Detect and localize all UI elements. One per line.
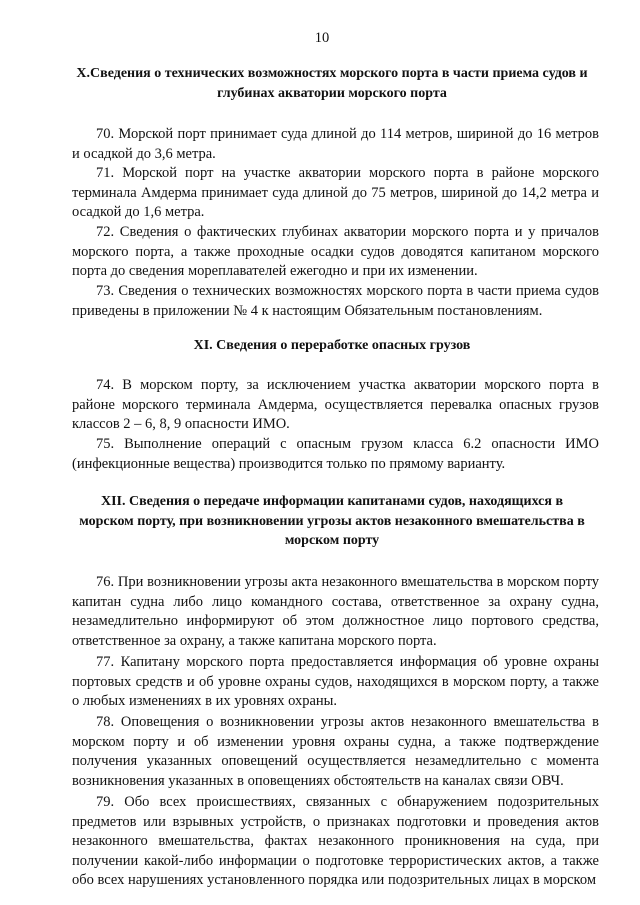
- paragraph-text: Морской порт на участке акватории морского порта в районе морского терминала Амдерма принимает суда длиной до 75 метров, шириной до 14,2 метра и осадкой до 1,6 метра.: [72, 165, 600, 220]
- paragraph-79: [72, 793, 599, 891]
- paragraph-number: 70.: [96, 126, 115, 142]
- paragraph-text: Капитану морского порта предоставляется информация об уровне охраны портовых средств и об уровне охраны судов, находящихся в морском порту, а также о любых изменениях в их уровнях охраны.: [72, 654, 599, 709]
- paragraph-number: 73.: [96, 283, 115, 299]
- paragraph-number: 77.: [96, 654, 115, 670]
- paragraph-text: В морском порту, за исключением участка акватории морского порта в районе морского терминала Амдерма, осуществляется перевалка опасных грузов классов 2 – 6, 8, 9 опасности ИМО.: [72, 377, 600, 432]
- paragraph-70: [72, 125, 599, 164]
- paragraph-77: [72, 653, 599, 712]
- paragraph-number: 72.: [96, 224, 115, 240]
- paragraph-text: Обо всех происшествиях, связанных с обнаружением подозрительных предметов или взрывных устройств, о признаках подготовки и проведения актов незаконного вмешательства, фактах незаконного проникновения на суда, при получении какой-либо информации о подготовке террористических актов, а также обо всех нарушениях установленного порядка или подозрительных лицах в морском: [72, 794, 599, 888]
- section-xii-heading: XII. Сведения о передаче информации капитанами судов, находящихся в морском порту, при возникновении угрозы актов незаконного вмешательства в морском порту: [79, 494, 585, 548]
- paragraph-72: [72, 223, 599, 282]
- paragraph-76: [72, 573, 599, 651]
- paragraph-71: [72, 164, 599, 223]
- paragraph-number: 79.: [96, 794, 115, 810]
- paragraph-text: Выполнение операций с опасным грузом класса 6.2 опасности ИМО (инфекционные вещества) производится только по прямому варианту.: [72, 436, 599, 472]
- paragraph-number: 74.: [96, 377, 115, 393]
- paragraph-text: Сведения о фактических глубинах акватории морского порта и у причалов морского порта, а также проходные осадки судов доводятся капитаном морского порта до сведения мореплавателей ежегодно и при их изменении.: [72, 224, 600, 279]
- page-number: 10: [314, 30, 330, 46]
- paragraph-text: Оповещения о возникновении угрозы актов незаконного вмешательства в морском порту и об изменении уровня охраны судна, а также подтверждение получения указанных оповещений осуществляется незамедлительно с момента возникновения указанных в оповещениях обстоятельств на каналах связи ОВЧ.: [72, 714, 599, 789]
- paragraph-78: [72, 713, 599, 791]
- paragraph-number: 78.: [96, 714, 115, 730]
- paragraph-text: Сведения о технических возможностях морского порта в части приема судов приведены в приложении № 4 к настоящим Обязательным постановлениям.: [72, 283, 599, 319]
- paragraph-text: Морской порт принимает суда длиной до 114 метров, шириной до 16 метров и осадкой до 3,6 метра.: [72, 126, 599, 162]
- section-x-heading: X.Сведения о технических возможностях морского порта в части приема судов и глубинах акватории морского порта: [76, 66, 588, 101]
- paragraph-75: [72, 435, 599, 474]
- paragraph-74: [72, 376, 599, 435]
- document-page: [72, 0, 602, 905]
- paragraph-number: 71.: [96, 165, 115, 181]
- paragraph-text: При возникновении угрозы акта незаконного вмешательства в морском порту капитан судна либо лицо командного состава, ответственное за охрану судна, незамедлительно информируют об этом должностное лицо портового средства, ответственное за охрану, а также капитана морского порта.: [72, 574, 599, 649]
- section-xi-heading: XI. Сведения о переработке опасных грузов: [193, 338, 471, 353]
- paragraph-number: 75.: [96, 436, 115, 452]
- paragraph-73: [72, 282, 599, 321]
- paragraph-number: 76.: [96, 574, 115, 590]
